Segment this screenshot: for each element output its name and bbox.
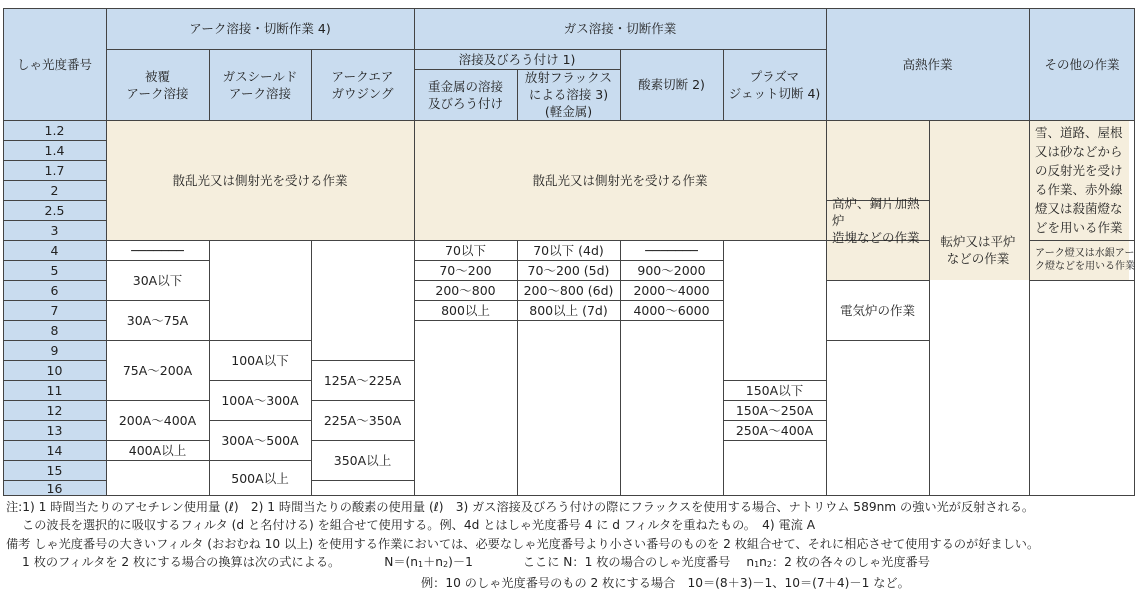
- header-oxygen-cut: 酸素切断 2): [638, 77, 705, 92]
- flux-value: 70以下 (4d): [533, 242, 604, 258]
- formula: $N=(n_1+n_2)-1$: [384, 554, 473, 569]
- header-gas-shield: ガスシールド アーク溶接: [222, 68, 298, 101]
- other-arc-lamp-cell: アーク燈又は水銀アー ク燈などを用いる作業: [1035, 248, 1135, 272]
- covered-arc-value: ───────: [131, 242, 184, 258]
- shade-number: 10: [46, 362, 63, 378]
- covered-arc-value: 30A～75A: [126, 312, 189, 328]
- covered-arc-value: 400A以上: [128, 442, 187, 458]
- header-gas-group: ガス溶接・切断作業: [563, 21, 677, 36]
- plasma-value: 150A～250A: [735, 402, 814, 418]
- heavy-metal-value: 200～800: [435, 282, 496, 298]
- shade-number: 16: [46, 480, 63, 496]
- shade-table: [3, 4, 1135, 496]
- shade-number: 8: [50, 322, 59, 338]
- gas-shield-value: 100A以下: [231, 352, 289, 368]
- gas-shield-value: 500A以上: [231, 470, 289, 486]
- shade-number: 1.7: [44, 162, 65, 178]
- gouging-value: 225A～350A: [323, 412, 402, 428]
- formula-line: [6, 553, 1134, 574]
- header-other: その他の作業: [1044, 56, 1120, 72]
- shade-number: 9: [50, 342, 59, 358]
- shade-number: 1.2: [44, 122, 65, 138]
- covered-arc-value: 75A～200A: [122, 362, 193, 378]
- shade-number: 13: [46, 422, 63, 438]
- shade-number: 15: [46, 462, 63, 478]
- header-heavy-metal: 重金属の溶接 及びろう付け: [427, 78, 503, 111]
- covered-arc-value: 200A～400A: [118, 412, 197, 428]
- other-snow-cell: 雪、道路、屋根 又は砂などから の反射光を受け る作業、赤外線 燈又は殺菌燈な どを用いる作業: [1035, 125, 1123, 235]
- header-arc-group: アーク溶接・切断作業 4): [189, 21, 331, 36]
- shade-number: 14: [46, 442, 63, 458]
- remark-line: 備考 しゃ光度番号の大きいフィルタ (おおむね 10 以上) を使用する作業においては、必要なしゃ光度番号より小さい番号のものを 2 枚組合せて、それに相応させて使用するのが好ましい。: [6, 536, 1040, 551]
- header-air-gouging: アークエア ガウジング: [331, 68, 394, 101]
- shade-number: 3: [50, 222, 59, 238]
- gas-shield-value: 100A～300A: [221, 392, 299, 408]
- example-line: 例：10 のしゃ光度番号のもの 2 枚にする場合 10＝(8＋3)－1、10＝(7＋4)－1 など。: [421, 576, 910, 591]
- blast-furnace-cell: 高炉、鋼片加熱炉 造塊などの作業: [832, 195, 920, 245]
- gas-shield-value: 300A～500A: [221, 432, 299, 448]
- heavy-metal-value: 70以下: [445, 242, 486, 258]
- note-line: この波長を選択的に吸収するフィルタ (d と名付ける) を組合せて使用する。例、4d とはしゃ光度番号 4 に d フィルタを重ねたもの。 4) 電流 A: [6, 518, 816, 533]
- shade-number: 12: [46, 402, 63, 418]
- header-flux: 放射フラックス による溶接 3) (軽金属): [524, 70, 613, 119]
- formula-intro: 1 枚のフィルタを 2 枚にする場合の換算は次の式による。: [6, 554, 341, 569]
- note-line: 注:1) 1 時間当たりのアセチレン使用量 (ℓ) 2) 1 時間当たりの酸素の使用量 (ℓ) 3) ガス溶接及びろう付けの際にフラックスを使用する場合、ナトリウム 589nm の強い光が反射される。: [6, 500, 1035, 514]
- plasma-value: 250A～400A: [735, 422, 814, 438]
- shade-number: 4: [50, 242, 59, 258]
- flux-value: 800以上 (7d): [529, 302, 608, 318]
- header-weld-braze: 溶接及びろう付け 1): [458, 51, 576, 67]
- shade-number: 2: [50, 182, 59, 198]
- shade-number: 5: [50, 262, 59, 278]
- heavy-metal-value: 70～200: [439, 262, 492, 278]
- shade-number: 1.4: [44, 142, 65, 158]
- table-notes: [6, 498, 1134, 592]
- header-heat: 高熱作業: [902, 56, 953, 72]
- scatter-arc-cell: 散乱光又は側射光を受ける作業: [172, 172, 348, 188]
- converter-cell: 転炉又は平炉 などの作業: [940, 234, 1016, 266]
- shade-number: 6: [50, 282, 59, 298]
- header-shade-number: しゃ光度番号: [16, 56, 92, 72]
- oxygen-cut-value: 2000～4000: [633, 282, 710, 298]
- oxygen-cut-value: ───────: [645, 242, 698, 258]
- oxygen-cut-value: 900～2000: [637, 262, 706, 278]
- header-plasma: プラズマ ジェット切断 4): [728, 68, 821, 101]
- oxygen-cut-value: 4000～6000: [633, 302, 710, 318]
- header-covered-arc: 被覆 アーク溶接: [126, 68, 189, 101]
- scatter-gas-cell: 散乱光又は側射光を受ける作業: [532, 172, 708, 188]
- electric-furnace-cell: 電気炉の作業: [839, 302, 915, 318]
- flux-value: 70～200 (5d): [527, 262, 610, 278]
- gouging-value: 125A～225A: [323, 372, 402, 388]
- formula-definition: ここに N：1 枚の場合のしゃ光度番号 $n_1n_2$：2 枚の各々のしゃ光度番号: [522, 554, 930, 569]
- shade-number: 2.5: [44, 202, 65, 218]
- covered-arc-value: 30A以下: [132, 272, 183, 288]
- gouging-value: 350A以上: [333, 452, 392, 468]
- plasma-value: 150A以下: [745, 382, 804, 398]
- shade-number: 11: [46, 382, 63, 398]
- flux-value: 200～800 (6d): [523, 282, 614, 298]
- shade-number: 7: [50, 302, 59, 318]
- heavy-metal-value: 800以上: [441, 302, 490, 318]
